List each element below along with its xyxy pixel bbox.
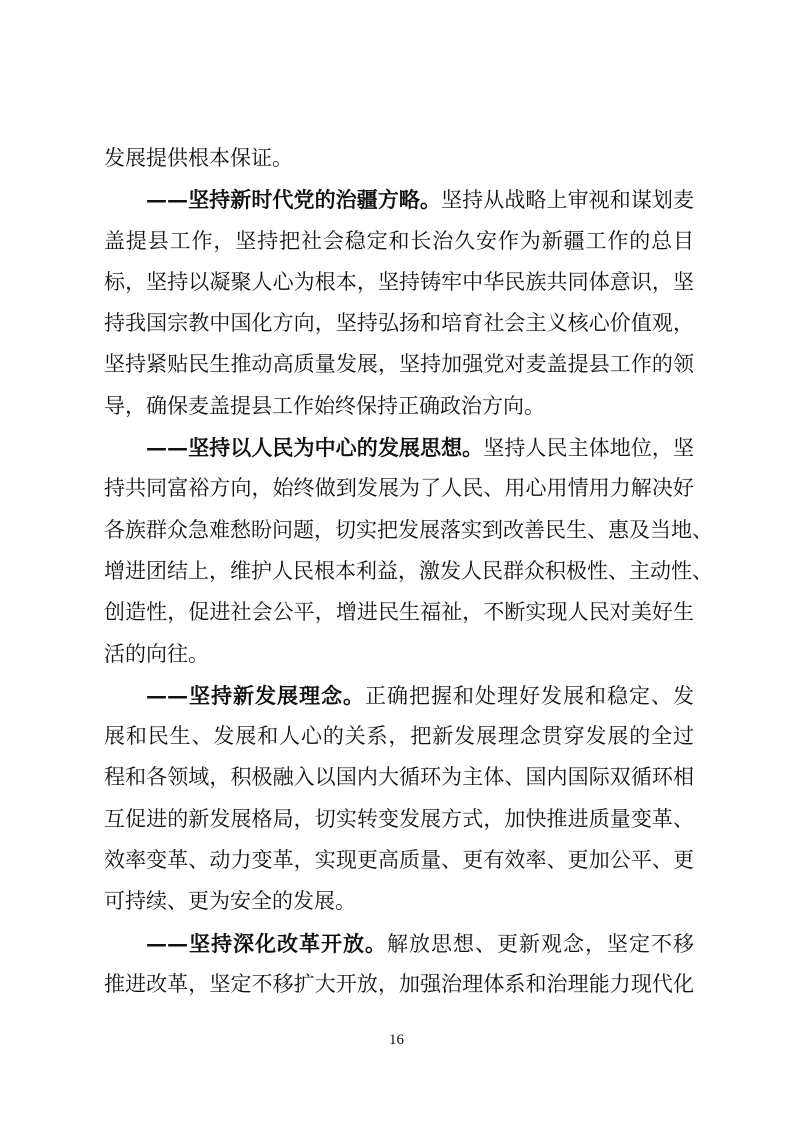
paragraph-heading-line: ——坚持新发展理念。正确把握和处理好发展和稳定、发 [146,682,694,708]
text-line: 增进团结上，维护人民根本利益，激发人民群众积极性、主动性、 [104,558,713,583]
text-line: 效率变革、动力变革，实现更高质量、更有效率、更加公平、更 [104,848,694,873]
paragraph-heading-line: ——坚持深化改革开放。解放思想、更新观念，坚定不移 [146,930,694,956]
text-line: 互促进的新发展格局，切实转变发展方式，加快推进质量变革、 [104,806,694,831]
text-line: 持我国宗教中国化方向，坚持弘扬和培育社会主义核心价值观， [104,311,694,336]
text-line: 创造性，促进社会公平，增进民生福祉，不断实现人民对美好生 [104,600,694,625]
text-line: 导，确保麦盖提县工作始终保持正确政治方向。 [104,393,545,418]
text-line: 盖提县工作，坚持把社会稳定和长治久安作为新疆工作的总目 [104,228,694,253]
text-line: 活的向往。 [104,641,209,666]
body-text [104,138,713,1005]
text-line: 坚持紧贴民生推动高质量发展，坚持加强党对麦盖提县工作的领 [104,352,694,377]
bold-heading: ——坚持以人民为中心的发展思想。 [146,435,484,461]
text-line: 发展提供根本保证。 [104,146,293,170]
paragraph-heading-line: ——坚持以人民为中心的发展思想。坚持人民主体地位，坚 [146,435,694,461]
bold-heading: ——坚持新发展理念。 [146,682,365,708]
paragraph-heading-line: ——坚持新时代党的治疆方略。坚持从战略上审视和谋划麦 [146,187,695,213]
bold-heading: ——坚持新时代党的治疆方略。 [146,187,442,213]
text-line: 持共同富裕方向，始终做到发展为了人民、用心用情用力解决好 [104,476,694,501]
bold-heading: ——坚持深化改革开放。 [146,930,387,956]
text-line: 展和民生、发展和人心的关系，把新发展理念贯穿发展的全过 [104,724,694,749]
text-line: 可持续、更为安全的发展。 [104,889,356,914]
text-line: 程和各领域，积极融入以国内大循环为主体、国内国际双循环相 [104,765,694,790]
page-number: 16 [389,1032,404,1048]
text-line: 各族群众急难愁盼问题，切实把发展落实到改善民生、惠及当地、 [104,517,713,542]
text-line: 标，坚持以凝聚人心为根本，坚持铸牢中华民族共同体意识，坚 [104,269,694,294]
text-line: 推进改革，坚定不移扩大开放，加强治理体系和治理能力现代化 [104,971,694,996]
